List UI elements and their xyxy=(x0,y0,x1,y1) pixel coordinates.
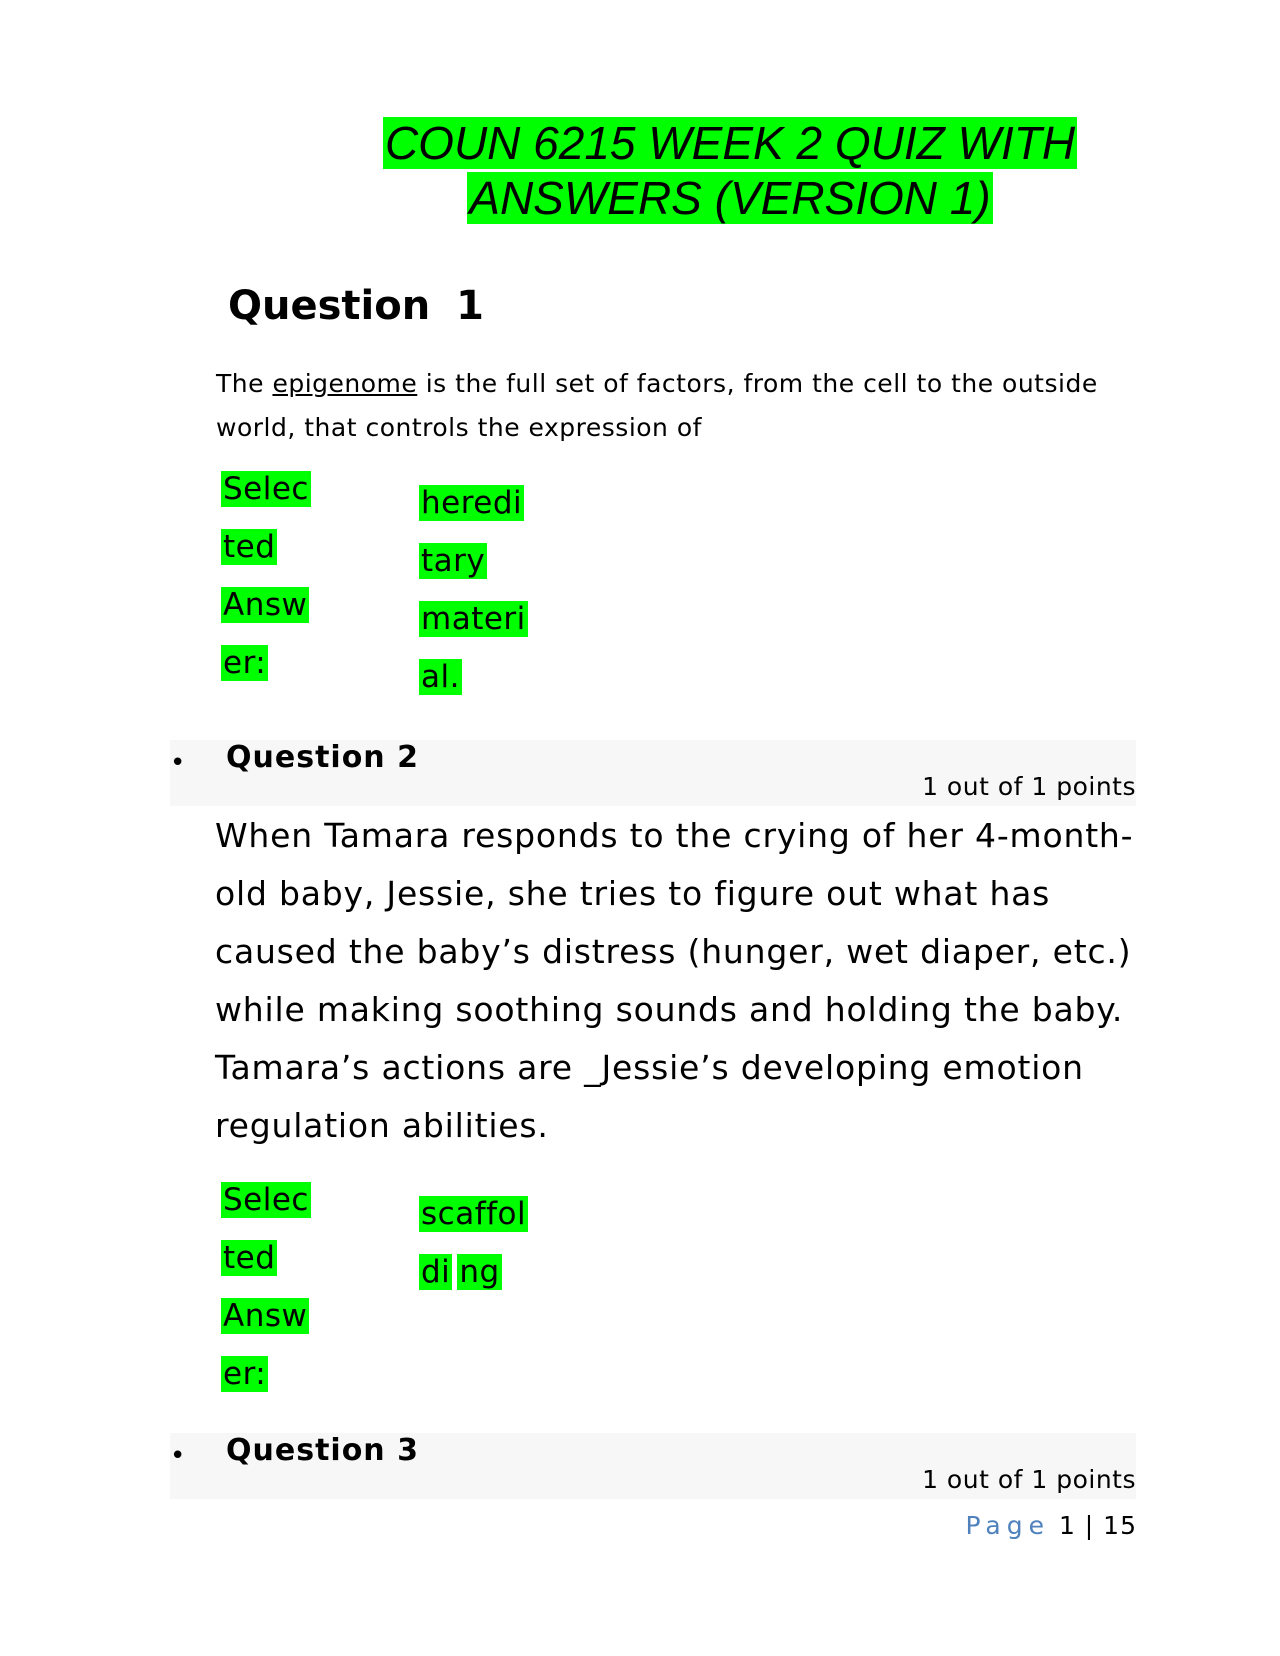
question-1-selected-answer xyxy=(419,483,528,715)
answer-value-line: heredi xyxy=(421,485,523,521)
answer-label-line: er: xyxy=(223,1356,267,1392)
question-2-selected-answer xyxy=(419,1194,528,1310)
answer-label-line: ted xyxy=(223,529,276,565)
page-number: 1 | 15 xyxy=(1058,1511,1137,1540)
answer-value-line: al. xyxy=(421,659,460,695)
question-1-text xyxy=(216,362,1156,450)
answer-value-line: materi xyxy=(421,601,526,637)
bullet-point: • xyxy=(170,1441,186,1471)
page-footer xyxy=(965,1511,1137,1540)
question-3-points: 1 out of 1 points xyxy=(922,1465,1136,1494)
question-1-answer-label xyxy=(221,469,311,701)
question-3-header xyxy=(170,1433,1136,1499)
answer-label-line: ted xyxy=(223,1240,276,1276)
document-title-line-2: ANSWERS (VERSION 1) xyxy=(469,172,991,224)
answer-value-line: di xyxy=(421,1254,451,1290)
question-3-heading: Question 3 xyxy=(226,1433,419,1468)
answer-value-line: tary xyxy=(421,543,486,579)
question-2-heading: Question 2 xyxy=(226,740,419,775)
answer-label-line: Answ xyxy=(223,1298,308,1334)
question-1-text-end: is the full set of factors, from the cell to the outside world, that controls the expression of xyxy=(216,369,1098,442)
question-2-points: 1 out of 1 points xyxy=(922,772,1136,801)
document-title-line-1: COUN 6215 WEEK 2 QUIZ WITH xyxy=(384,117,1076,169)
question-2-text: When Tamara responds to the crying of her 4-month-old baby, Jessie, she tries to figure out what has caused the baby’s distress (hunger, wet diaper, etc.) while making soothing sounds and holding the baby. Tamara’s actions are _Jessie’s developing emotion regulation abilities. xyxy=(215,816,1134,1145)
question-1-heading: Question 1 xyxy=(228,283,484,329)
answer-label-line: Selec xyxy=(223,471,309,507)
epigenome-term: epigenome xyxy=(272,369,418,398)
answer-value-line: ng xyxy=(459,1254,500,1290)
question-1-text-start: The xyxy=(216,369,273,398)
answer-label-line: Selec xyxy=(223,1182,309,1218)
answer-label-line: er: xyxy=(223,645,267,681)
document-title xyxy=(360,116,1100,226)
answer-label-line: Answ xyxy=(223,587,308,623)
question-2-header xyxy=(170,740,1136,806)
page-label: Page xyxy=(965,1511,1050,1540)
bullet-point: • xyxy=(170,748,186,778)
answer-value-line: scaffol xyxy=(421,1196,527,1232)
question-2-answer-label xyxy=(221,1180,311,1412)
